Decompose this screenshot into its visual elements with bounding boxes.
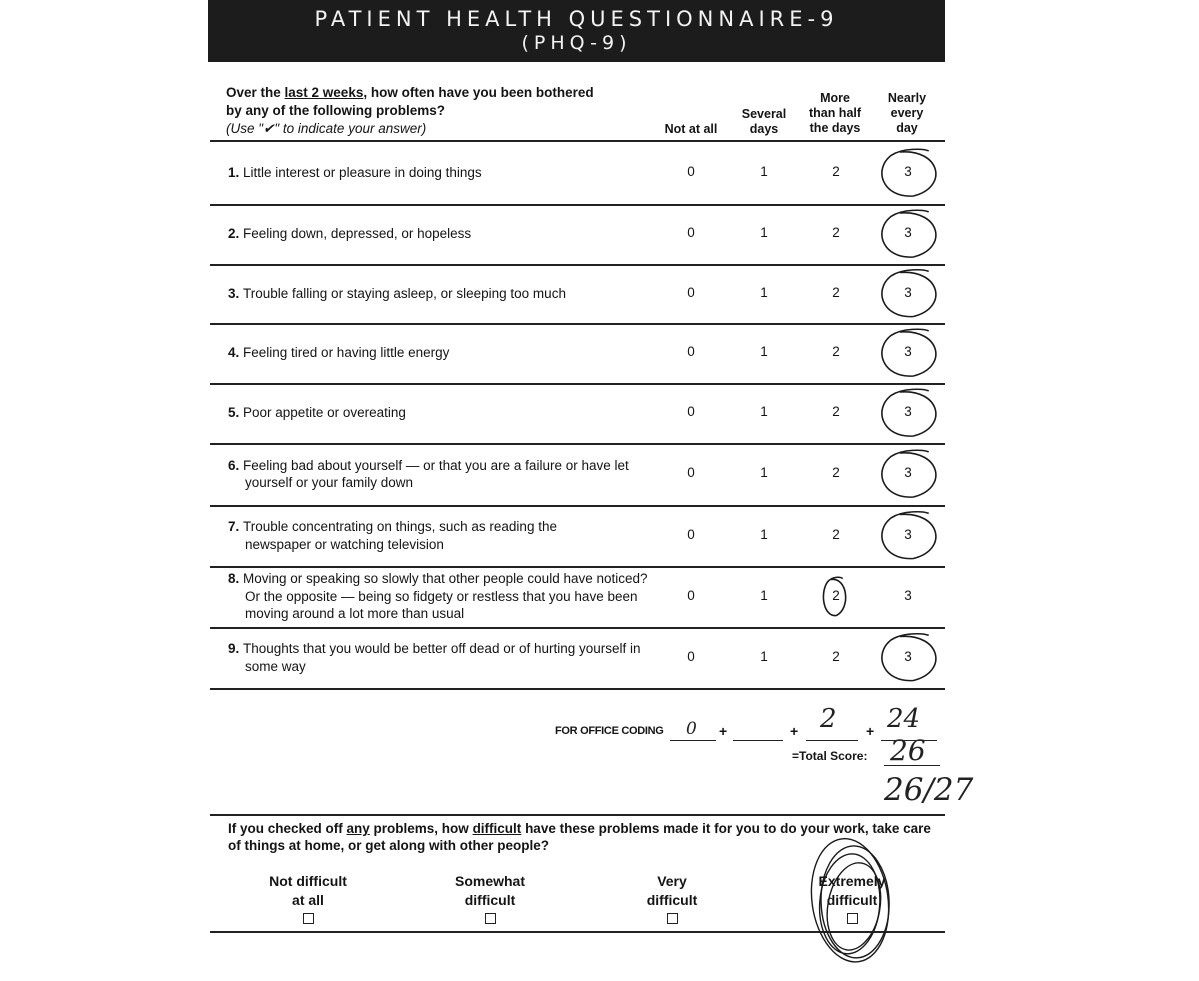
- instructions-line2: by any of the following problems?: [226, 103, 446, 118]
- handwritten-score-note: 26/27: [884, 772, 974, 808]
- answer-option-0[interactable]: 0: [687, 344, 695, 359]
- office-blank-0: [670, 740, 716, 741]
- answer-option-3[interactable]: 3: [904, 526, 912, 542]
- office-value-0: 0: [686, 719, 697, 739]
- difficulty-label-line1: Not difficult: [269, 873, 347, 889]
- answer-option-0[interactable]: 0: [687, 284, 695, 300]
- question-row: [228, 404, 665, 422]
- answer-option-2[interactable]: 2: [832, 404, 840, 419]
- answer-option-3[interactable]: 3: [904, 164, 912, 179]
- answer-option-2[interactable]: 2: [832, 526, 840, 542]
- difficulty-option[interactable]: [430, 872, 550, 929]
- answer-option-2[interactable]: 2: [832, 465, 840, 480]
- difficulty-option[interactable]: [792, 872, 912, 929]
- column-header-not-at-all: Not at all: [664, 122, 718, 136]
- answer-option-3[interactable]: 3: [904, 648, 912, 664]
- answer-option-0[interactable]: 0: [687, 404, 695, 419]
- difficulty-label-line1: Extremely: [818, 873, 886, 889]
- answer-option-3[interactable]: 3: [904, 465, 912, 480]
- difficulty-checkbox[interactable]: [303, 913, 314, 924]
- answer-option-1[interactable]: 1: [760, 164, 768, 179]
- answer-option-1[interactable]: 1: [760, 465, 768, 480]
- instructions-text: , how often have you been bothered: [363, 85, 594, 100]
- question-text: Trouble concentrating on things, such as reading the newspaper or watching television: [243, 519, 557, 552]
- difficulty-label-line2: at all: [292, 892, 324, 908]
- divider: [210, 204, 945, 206]
- answer-option-0[interactable]: 0: [687, 587, 695, 603]
- question-text: Feeling tired or having little energy: [243, 345, 450, 360]
- answer-option-3[interactable]: 3: [904, 587, 912, 603]
- answer-option-0[interactable]: 0: [687, 164, 695, 179]
- answer-option-1[interactable]: 1: [760, 404, 768, 419]
- office-blank-1: [733, 740, 783, 741]
- plus-sign: +: [719, 723, 728, 739]
- question-number: 9.: [228, 641, 244, 656]
- form-subtitle: (PHQ-9): [521, 32, 632, 54]
- answer-option-1[interactable]: 1: [760, 587, 768, 603]
- difficulty-question-text: problems, how: [369, 821, 473, 836]
- difficulty-checkbox[interactable]: [667, 913, 678, 924]
- answer-option-3[interactable]: 3: [904, 225, 912, 240]
- divider: [210, 688, 945, 690]
- answer-option-0[interactable]: 0: [687, 526, 695, 542]
- form-title-banner: [208, 0, 945, 62]
- answer-option-1[interactable]: 1: [760, 526, 768, 542]
- question-number: 6.: [228, 457, 244, 473]
- answer-option-1[interactable]: 1: [760, 344, 768, 359]
- divider: [210, 566, 945, 568]
- form-title: PATIENT HEALTH QUESTIONNAIRE-9: [314, 7, 839, 31]
- total-score-label: =Total Score:: [792, 749, 868, 763]
- difficulty-checkbox[interactable]: [485, 913, 496, 924]
- question-row: [228, 457, 645, 492]
- answer-option-0[interactable]: 0: [687, 465, 695, 480]
- difficulty-question: [228, 820, 938, 854]
- difficulty-option[interactable]: [248, 872, 368, 929]
- answer-option-2[interactable]: 2: [832, 648, 840, 664]
- answer-option-3[interactable]: 3: [904, 344, 912, 359]
- question-row: [228, 640, 645, 675]
- divider: [210, 814, 945, 816]
- column-header-nearly-every-day: Nearly every day: [887, 91, 927, 135]
- difficulty-question-emph: any: [346, 821, 370, 836]
- question-number: 4.: [228, 345, 244, 360]
- answer-option-2[interactable]: 2: [832, 344, 840, 359]
- difficulty-label-line1: Somewhat: [454, 873, 525, 889]
- question-number: 7.: [228, 519, 244, 534]
- answer-option-2[interactable]: 2: [832, 225, 840, 240]
- answer-option-2[interactable]: 2: [832, 284, 840, 300]
- difficulty-label-line2: difficult: [826, 892, 878, 908]
- difficulty-label-line1: Very: [657, 873, 687, 889]
- answer-option-2[interactable]: 2: [832, 164, 840, 179]
- answer-option-1[interactable]: 1: [760, 225, 768, 240]
- question-row: [228, 285, 665, 303]
- divider: [210, 140, 945, 142]
- column-header-more-than-half: More than half the days: [808, 91, 862, 135]
- question-row: [228, 518, 625, 553]
- column-header-several-days: Several days: [741, 107, 787, 136]
- difficulty-label-line2: difficult: [464, 892, 516, 908]
- question-number: 1.: [228, 165, 244, 180]
- question-number: 3.: [228, 285, 244, 301]
- difficulty-question-text: have these problems made it for you to do your work, take care of things at home, or get along with other people?: [228, 821, 931, 853]
- divider: [210, 443, 945, 445]
- question-row: [228, 344, 665, 362]
- instructions: [226, 84, 656, 138]
- answer-option-1[interactable]: 1: [760, 284, 768, 300]
- instructions-emphasis: last 2 weeks: [284, 85, 364, 100]
- instructions-text: Over the: [226, 85, 285, 100]
- difficulty-label-line2: difficult: [646, 892, 698, 908]
- question-text: Poor appetite or overeating: [243, 405, 406, 420]
- difficulty-question-emph: difficult: [472, 821, 522, 836]
- divider: [210, 323, 945, 325]
- question-number: 8.: [228, 571, 244, 586]
- difficulty-option[interactable]: [612, 872, 732, 929]
- plus-sign: +: [790, 723, 799, 739]
- office-coding-label: FOR OFFICE CODING: [555, 725, 664, 737]
- question-text: Trouble falling or staying asleep, or sleeping too much: [243, 285, 566, 301]
- difficulty-question-text: If you checked off: [228, 821, 347, 836]
- difficulty-checkbox[interactable]: [847, 913, 858, 924]
- question-row: [228, 164, 665, 182]
- answer-option-2[interactable]: 2: [832, 587, 840, 603]
- question-text: Thoughts that you would be better off dead or of hurting yourself in some way: [243, 641, 641, 674]
- question-text: Feeling down, depressed, or hopeless: [243, 226, 472, 241]
- office-value-2: 2: [820, 704, 837, 734]
- question-number: 2.: [228, 226, 244, 241]
- total-score-value: 26: [890, 734, 926, 767]
- answer-option-0[interactable]: 0: [687, 648, 695, 664]
- answer-option-3[interactable]: 3: [904, 404, 912, 419]
- plus-sign: +: [866, 723, 875, 739]
- question-number: 5.: [228, 405, 244, 420]
- divider: [210, 264, 945, 266]
- answer-option-1[interactable]: 1: [760, 648, 768, 664]
- instructions-note: (Use "✔" to indicate your answer): [226, 121, 427, 136]
- divider: [210, 383, 945, 385]
- question-row: [228, 225, 665, 243]
- question-text: Feeling bad about yourself — or that you are a failure or have let yourself or your family down: [243, 457, 629, 490]
- divider: [210, 931, 945, 933]
- divider: [210, 505, 945, 507]
- question-text: Little interest or pleasure in doing things: [243, 165, 482, 180]
- question-text: Moving or speaking so slowly that other people could have noticed? Or the opposite — being so fidgety or restless that you have been moving around a lot more than usual: [243, 571, 648, 621]
- answer-option-0[interactable]: 0: [687, 225, 695, 240]
- question-row: [228, 570, 665, 623]
- office-value-3: 24: [887, 704, 921, 734]
- office-blank-2: [806, 740, 858, 741]
- divider: [210, 627, 945, 629]
- answer-option-3[interactable]: 3: [904, 284, 912, 300]
